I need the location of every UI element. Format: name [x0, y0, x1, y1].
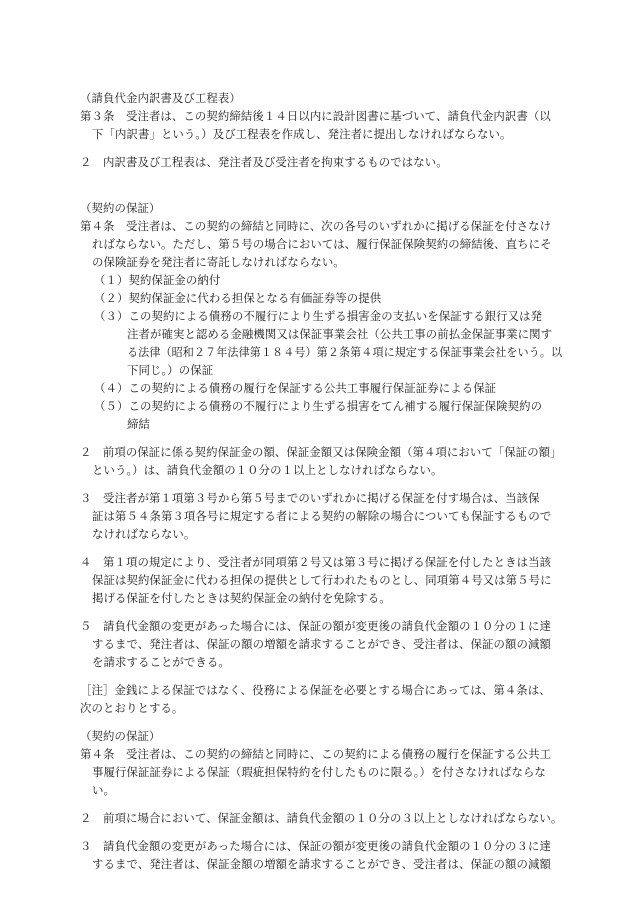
- article4-item4: （４）この契約による債務の履行を保証する公共工事履行保証証券による保証: [94, 381, 497, 395]
- alt4-p1-line2: 事履行保証証券による保証（瑕疵担保特約を付したものに限る。）を付さなければならな: [92, 765, 546, 779]
- article3-p2-line1: ２ 内訳書及び工程表は、発注者及び受注者を拘束するものではない。: [80, 155, 448, 169]
- article3-p1-line1: 第３条 受注者は、この契約締結後１４日以内に設計図書に基づいて、請負代金内訳書（以: [80, 109, 551, 123]
- article4-item3-line3: る法律（昭和２７年法律第１８４号）第２条第４項に規定する保証事業会社をいう。以: [127, 345, 563, 359]
- article4-p5-line3: を請求することができる。: [92, 655, 230, 669]
- note-line2: 次のとおりとする。: [80, 701, 184, 715]
- alt4-caption: （契約の保証）: [80, 729, 161, 743]
- article4-p5-line1: ５ 請負代金額の変更があった場合には、保証の額が変更後の請負代金額の１０分の１に達: [80, 619, 552, 633]
- alt4-p1-line1: 第４条 受注者は、この契約の締結と同時に、この契約による債務の履行を保証する公共工: [80, 747, 552, 761]
- alt4-p3-line1: ３ 請負代金額の変更があった場合には、保証の額が変更後の請負代金額の１０分の３に達: [80, 839, 552, 853]
- article4-p3-line3: なければならない。: [92, 527, 196, 541]
- article4-item2: （２）契約保証金に代わる担保となる有価証券等の提供: [94, 291, 382, 305]
- article3-caption: （請負代金内訳書及び工程表）: [80, 91, 241, 105]
- article4-item5-line1: （５）この契約による債務の不履行により生ずる損害をてん補する履行保証保険契約の: [94, 399, 543, 413]
- article3-p1-line2: 下「内訳書」という。）及び工程表を作成し、発注者に提出しなければならない。: [92, 127, 512, 141]
- article4-p1-line2: ればならない。ただし、第５号の場合においては、履行保証保険契約の締結後、直ちにそ: [92, 237, 552, 251]
- article4-p1-line3: の保険証券を発注者に寄託しなければならない。: [92, 255, 345, 269]
- note-line1: ［注］金銭による保証ではなく、役務による保証を必要とする場合にあっては、第４条は、: [80, 683, 551, 697]
- article4-p2-line1: ２ 前項の保証に係る契約保証金の額、保証金額又は保険金額（第４項において「保証の額」: [80, 445, 562, 459]
- article4-p4-line2: 保証は契約保証金に代わる担保の提供として行われたものとし、同項第４号又は第５号に: [92, 573, 552, 587]
- alt4-p1-line3: い。: [92, 783, 115, 797]
- alt4-p2-line1: ２ 前項に場合において、保証金額は、請負代金額の１０分の３以上としなければならない。: [80, 811, 563, 825]
- article4-item3-line2: 注者が確実と認める金融機関又は保証事業会社（公共工事の前払金保証事業に関す: [127, 327, 553, 341]
- article4-p3-line1: ３ 受注者が第１項第３号から第５号までのいずれかに掲げる保証を付す場合は、当該保: [80, 491, 540, 505]
- article4-p4-line1: ４ 第１項の規定により、受注者が同項第２号又は第３号に掲げる保証を付したときは当該: [80, 555, 552, 569]
- article4-p4-line3: 掲げる保証を付したときは契約保証金の納付を免除する。: [92, 591, 391, 605]
- article4-p3-line2: 証は第５４条第３項各号に規定する者による契約の解除の場合についても保証するもので: [92, 509, 552, 523]
- article4-p1-line1: 第４条 受注者は、この契約の締結と同時に、次の各号のいずれかに掲げる保証を付さなけ: [80, 219, 552, 233]
- article4-item5-line2: 締結: [127, 417, 150, 431]
- article4-p2-line2: という。）は、請負代金額の１０分の１以上としなければならない。: [92, 463, 443, 477]
- article4-item1: （１）契約保証金の納付: [94, 273, 221, 287]
- article4-item3-line1: （３）この契約による債務の不履行により生ずる損害金の支払いを保証する銀行又は発: [94, 309, 543, 323]
- article4-item3-line4: 下同じ。）の保証: [127, 363, 214, 377]
- article4-p5-line2: するまで、発注者は、保証の額の増額を請求することができ、受注者は、保証の額の減額: [92, 637, 551, 651]
- alt4-p3-line2: するまで、発注者は、保証金額の増額を請求することができ、受注者は、保証の額の減額: [92, 857, 551, 871]
- article4-caption: （契約の保証）: [80, 201, 161, 215]
